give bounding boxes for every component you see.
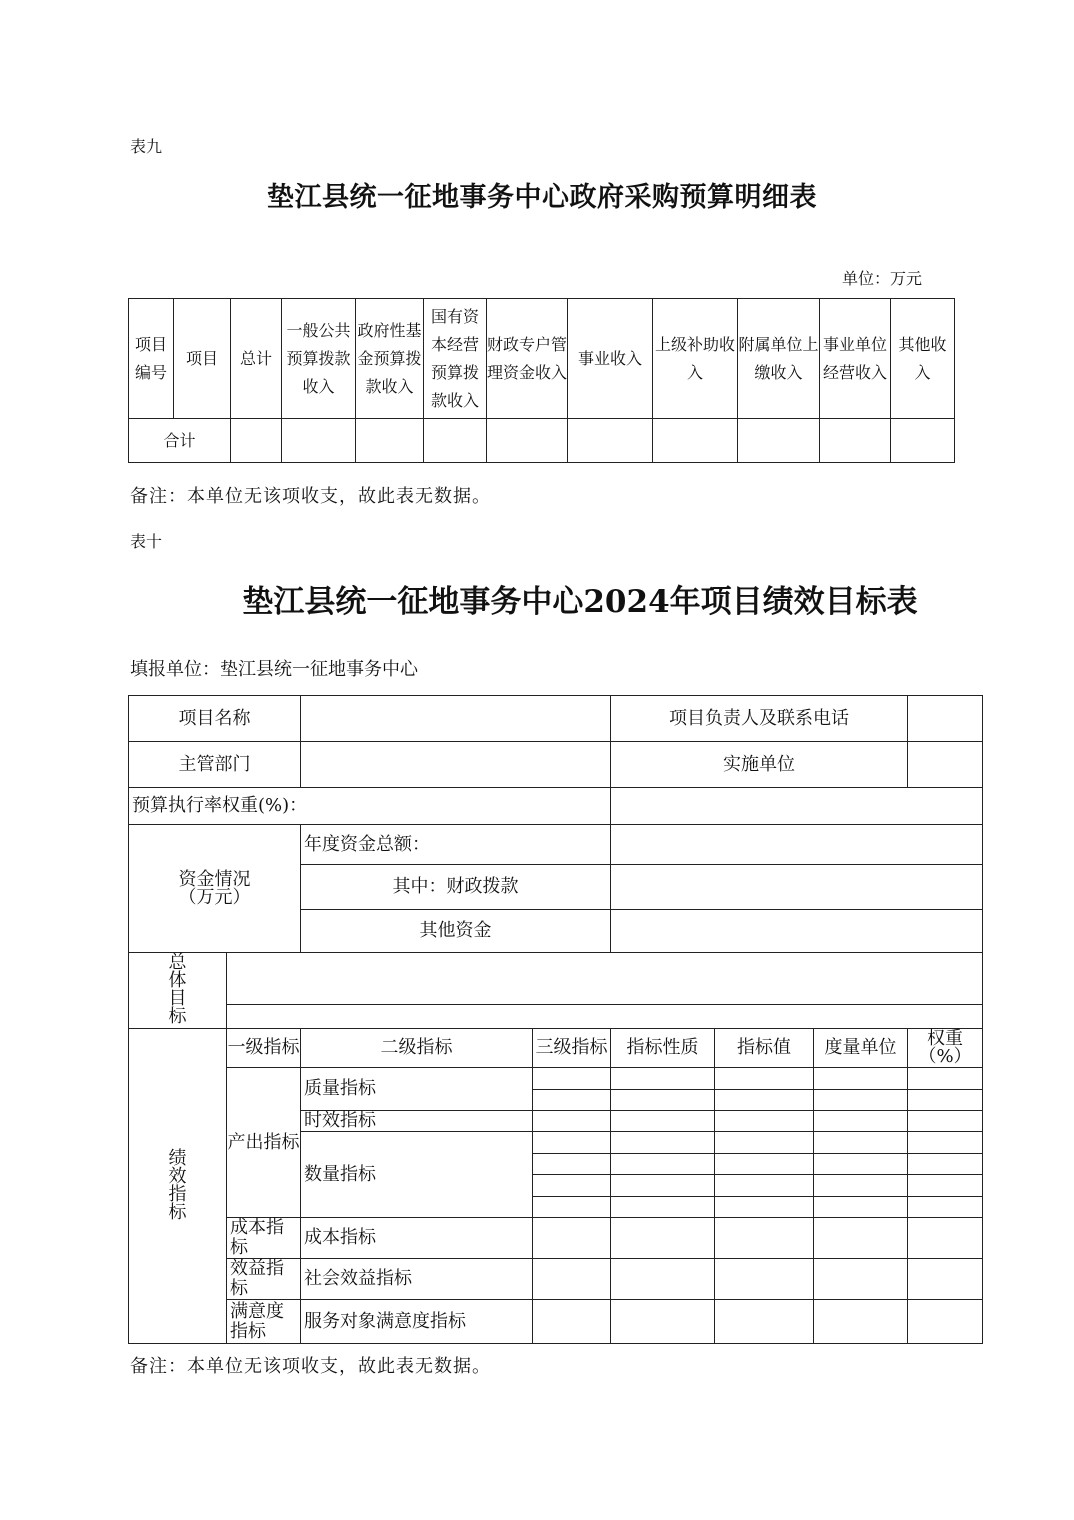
dept-label: 主管部门 [129,742,301,788]
total-cell [653,419,738,463]
total-cell [487,419,568,463]
quantity-label: 数量指标 [301,1132,533,1218]
row-annual-total [129,825,983,865]
project-name-value [301,696,611,742]
cell [715,1090,814,1111]
cost-l1-label: 成本指标 [227,1218,301,1259]
benefit-label: 效益指标 [227,1259,301,1300]
header-cell: 项目 [174,299,231,419]
impl-unit-label: 实施单位 [611,742,908,788]
cell [814,1259,908,1300]
overall-target-label [129,953,227,1029]
cell [814,1132,908,1154]
header-cell: 项目编号 [129,299,174,419]
cell [814,1154,908,1175]
total-label: 合计 [129,419,231,463]
total-cell [282,419,356,463]
perf-label [129,1029,227,1344]
cell [715,1175,814,1197]
total-cell [738,419,820,463]
cell [715,1068,814,1090]
cell [533,1259,611,1300]
total-cell [820,419,891,463]
cell [814,1197,908,1218]
col-header: 二级指标 [301,1029,533,1068]
cell [908,1259,983,1300]
cell [533,1300,611,1344]
header-cell: 其他收入 [891,299,955,419]
header-cell: 国有资本经营预算拨款收入 [424,299,487,419]
cell [533,1111,611,1132]
total-cell [891,419,955,463]
col-header: 指标性质 [611,1029,715,1068]
table9-header-row [129,299,955,419]
service-satisfaction-label: 服务对象满意度指标 [301,1300,533,1344]
fiscal-value [611,865,983,910]
row-satisfaction [129,1300,983,1344]
col-header: 一级指标 [227,1029,301,1068]
output-label: 产出指标 [227,1068,301,1218]
cell [611,1197,715,1218]
row-budget-weight [129,788,983,825]
cell [908,1068,983,1090]
header-cell: 总计 [231,299,282,419]
total-cell [356,419,424,463]
table9-unit: 单位：万元 [842,269,923,288]
col-header [908,1029,983,1068]
weight-header-text: 权重（%） [918,1028,972,1067]
cell [533,1090,611,1111]
total-cell [231,419,282,463]
cell [715,1197,814,1218]
funds-label-text: 资金情况（万元） [178,868,251,908]
cell [611,1132,715,1154]
other-funds-value [611,910,983,953]
cell [611,1154,715,1175]
cell [611,1090,715,1111]
cell [715,1218,814,1259]
cost-l2-label: 成本指标 [301,1218,533,1259]
header-cell: 事业收入 [568,299,653,419]
header-cell: 附属单位上缴收入 [738,299,820,419]
performance-target-table [128,695,983,1344]
social-benefit-label: 社会效益指标 [301,1259,533,1300]
other-funds-label: 其他资金 [301,910,611,953]
annual-total-label: 年度资金总额： [301,825,611,865]
cell [908,1218,983,1259]
col-header: 度量单位 [814,1029,908,1068]
col-header: 指标值 [715,1029,814,1068]
table10-note: 备注：本单位无该项收支，故此表无数据。 [130,1356,491,1377]
timeliness-label: 时效指标 [301,1111,533,1132]
table10-label: 表十 [130,532,163,551]
header-cell: 财政专户管理资金收入 [487,299,568,419]
procurement-budget-table [128,298,955,463]
cell [908,1132,983,1154]
cell [814,1068,908,1090]
cell [533,1175,611,1197]
cell [814,1111,908,1132]
cell [908,1175,983,1197]
project-name-label: 项目名称 [129,696,301,742]
cell [908,1154,983,1175]
quality-label: 质量指标 [301,1068,533,1111]
cell [908,1111,983,1132]
row-overall-a [129,953,983,1005]
row-benefit [129,1259,983,1300]
col-header: 三级指标 [533,1029,611,1068]
cell [814,1300,908,1344]
cell [611,1218,715,1259]
fiscal-label: 其中：财政拨款 [301,865,611,910]
row-project-name [129,696,983,742]
header-cell: 政府性基金预算拨款收入 [356,299,424,419]
cell [533,1068,611,1090]
cell [611,1068,715,1090]
cell [715,1259,814,1300]
cell [533,1197,611,1218]
budget-weight-label: 预算执行率权重(%)： [129,788,611,825]
cell [611,1175,715,1197]
overall-target-value [227,953,983,1005]
total-cell [568,419,653,463]
cell [908,1090,983,1111]
cell [715,1154,814,1175]
contact-value [908,696,983,742]
table9-label: 表九 [130,137,163,156]
perf-text: 绩效指标 [168,1147,187,1223]
cell [533,1154,611,1175]
fill-unit: 填报单位：垫江县统一征地事务中心 [130,659,418,680]
cell [533,1218,611,1259]
cell [611,1300,715,1344]
header-cell: 上级补助收入 [653,299,738,419]
cell [908,1300,983,1344]
row-overall-b [129,1005,983,1029]
overall-target-text: 总体目标 [168,952,187,1027]
row-dept [129,742,983,788]
cell [715,1132,814,1154]
row-quality-1 [129,1068,983,1090]
annual-total-value [611,825,983,865]
row-perf-header [129,1029,983,1068]
satisfaction-label: 满意度指标 [227,1300,301,1344]
table9-note: 备注：本单位无该项收支，故此表无数据。 [130,486,491,507]
table10-title: 垫江县统一征地事务中心2024年项目绩效目标表 [242,584,918,620]
contact-label: 项目负责人及联系电话 [611,696,908,742]
cell [908,1197,983,1218]
dept-value [301,742,611,788]
header-cell: 一般公共预算拨款收入 [282,299,356,419]
cell [814,1090,908,1111]
total-cell [424,419,487,463]
row-cost [129,1218,983,1259]
impl-unit-value [908,742,983,788]
cell [611,1111,715,1132]
table9-title: 垫江县统一征地事务中心政府采购预算明细表 [267,182,817,213]
cell [814,1218,908,1259]
budget-weight-value [611,788,983,825]
cell [715,1300,814,1344]
cell [715,1111,814,1132]
header-cell: 事业单位经营收入 [820,299,891,419]
cell [814,1175,908,1197]
cell [611,1259,715,1300]
funds-label [129,825,301,953]
table9-total-row [129,419,955,463]
cell [533,1132,611,1154]
overall-target-value-2 [227,1005,983,1029]
